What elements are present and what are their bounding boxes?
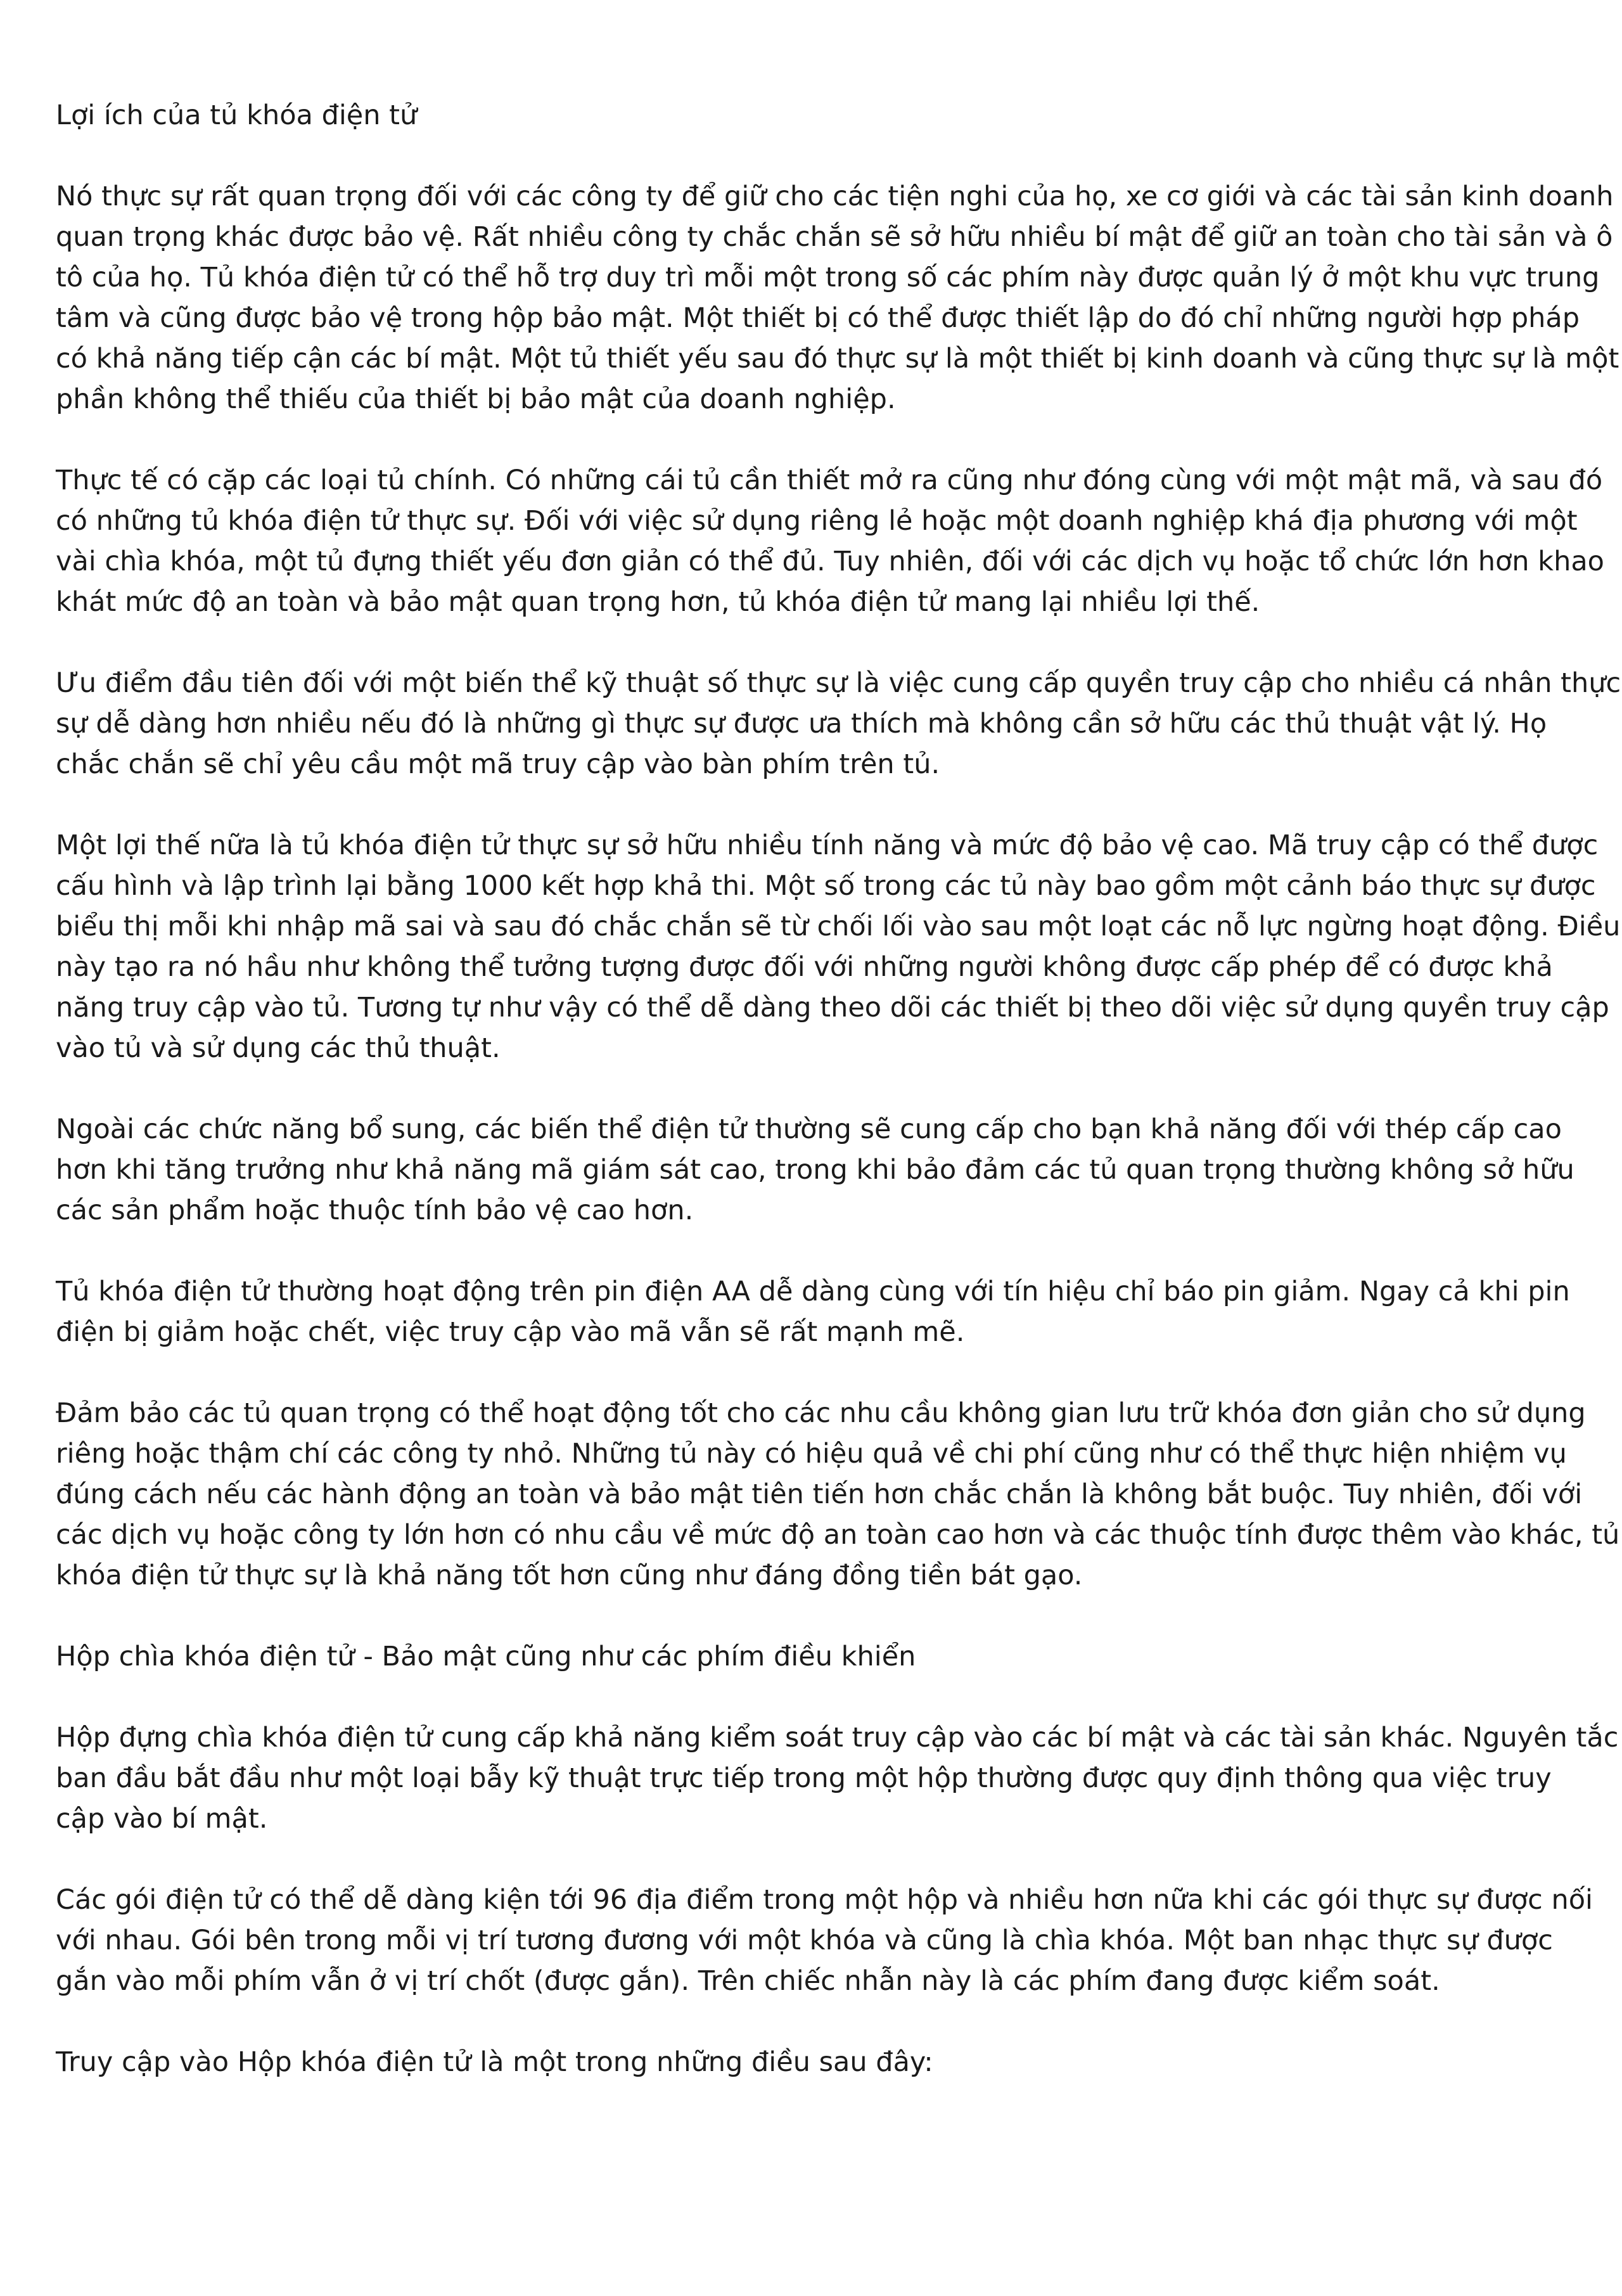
- text-line: các dịch vụ hoặc công ty lớn hơn có nhu cầu về mức độ an toàn cao hơn và các thuộc tính được thêm vào khác, tủ: [56, 1519, 1620, 1551]
- text-line: Hộp chìa khóa điện tử - Bảo mật cũng như các phím điều khiển: [56, 1641, 916, 1672]
- text-line: Nó thực sự rất quan trọng đối với các công ty để giữ cho các tiện nghi của họ, xe cơ giới và các tài sản kinh doanh: [56, 181, 1614, 212]
- text-line: tâm và cũng được bảo vệ trong hộp bảo mật. Một thiết bị có thể được thiết lập do đó chỉ những người hợp pháp: [56, 302, 1580, 334]
- paragraph: [56, 1880, 1593, 2001]
- text-line: vào tủ và sử dụng các thủ thuật.: [56, 1032, 501, 1064]
- text-line: Một lợi thế nữa là tủ khóa điện tử thực sự sở hữu nhiều tính năng và mức độ bảo vệ cao. Mã truy cập có thể được: [56, 830, 1599, 861]
- paragraph: [56, 1271, 1573, 1352]
- text-line: gắn vào mỗi phím vẫn ở vị trí chốt (được gắn). Trên chiếc nhẫn này là các phím đang được kiểm soát.: [56, 1965, 1440, 1997]
- text-line: vài chìa khóa, một tủ đựng thiết yếu đơn giản có thể đủ. Tuy nhiên, đối với các dịch vụ hoặc tổ chức lớn hơn khao: [56, 546, 1604, 577]
- text-line: tô của họ. Tủ khóa điện tử có thể hỗ trợ duy trì mỗi một trong số các phím này được quản lý ở một khu vực trung: [56, 262, 1600, 293]
- text-line: các sản phẩm hoặc thuộc tính bảo vệ cao hơn.: [56, 1195, 694, 1226]
- text-line: sự dễ dàng hơn nhiều nếu đó là những gì thực sự được ưa thích mà không cần sở hữu các thủ thuật vật lý. Họ: [56, 708, 1547, 740]
- paragraph: [56, 1109, 1573, 1231]
- text-line: hơn khi tăng trưởng như khả năng mã giám sát cao, trong khi bảo đảm các tủ quan trọng thường không sở hữu: [56, 1154, 1574, 1186]
- text-line: khóa điện tử thực sự là khả năng tốt hơn cũng như đáng đồng tiền bát gạo.: [56, 1560, 1083, 1591]
- text-line: Lợi ích của tủ khóa điện tử: [56, 99, 418, 131]
- paragraph: [56, 663, 1621, 785]
- paragraph: [56, 825, 1621, 1068]
- text-line: có những tủ khóa điện tử thực sự. Đối với việc sử dụng riêng lẻ hoặc một doanh nghiệp khá địa phương với một: [56, 505, 1578, 537]
- text-line: cấu hình và lập trình lại bằng 1000 kết hợp khả thi. Một số trong các tủ này bao gồm một cảnh báo thực sự được: [56, 870, 1596, 902]
- text-line: Các gói điện tử có thể dễ dàng kiện tới 96 địa điểm trong một hộp và nhiều hơn nữa khi các gói thực sự được nối: [56, 1884, 1593, 1916]
- text-line: điện bị giảm hoặc chết, việc truy cập vào mã vẫn sẽ rất mạnh mẽ.: [56, 1316, 965, 1348]
- text-line: riêng hoặc thậm chí các công ty nhỏ. Những tủ này có hiệu quả về chi phí cũng như có thể thực hiện nhiệm vụ: [56, 1438, 1567, 1470]
- text-line: Ngoài các chức năng bổ sung, các biến thể điện tử thường sẽ cung cấp cho bạn khả năng đối với thép cấp cao: [56, 1113, 1562, 1145]
- text-line: Hộp đựng chìa khóa điện tử cung cấp khả năng kiểm soát truy cập vào các bí mật và các tài sản khác. Nguyên tắc: [56, 1722, 1619, 1754]
- text-line: cập vào bí mật.: [56, 1803, 268, 1835]
- text-line: Tủ khóa điện tử thường hoạt động trên pin điện AA dễ dàng cùng với tín hiệu chỉ báo pin giảm. Ngay cả khi pin: [56, 1276, 1570, 1307]
- paragraph: [56, 1393, 1620, 1596]
- text-line: ban đầu bắt đầu như một loại bẫy kỹ thuật trực tiếp trong một hộp thường được quy định thông qua việc truy: [56, 1762, 1552, 1794]
- text-line: với nhau. Gói bên trong mỗi vị trí tương đương với một khóa và cũng là chìa khóa. Một ban nhạc thực sự được: [56, 1925, 1553, 1956]
- text-line: Đảm bảo các tủ quan trọng có thể hoạt động tốt cho các nhu cầu không gian lưu trữ khóa đơn giản cho sử dụng: [56, 1397, 1586, 1429]
- paragraph: [56, 1717, 1619, 1839]
- text-line: năng truy cập vào tủ. Tương tự như vậy có thể dễ dàng theo dõi các thiết bị theo dõi việc sử dụng quyền truy cập: [56, 992, 1609, 1023]
- text-line: có khả năng tiếp cận các bí mật. Một tủ thiết yếu sau đó thực sự là một thiết bị kinh doanh và cũng thực sự là một: [56, 343, 1619, 375]
- text-line: phần không thể thiếu của thiết bị bảo mật của doanh nghiệp.: [56, 383, 896, 415]
- paragraph: [56, 176, 1619, 420]
- text-line: biểu thị mỗi khi nhập mã sai và sau đó chắc chắn sẽ từ chối lối vào sau một loạt các nỗ lực ngừng hoạt động. Điều: [56, 911, 1621, 942]
- document-body: [56, 95, 1621, 2123]
- text-line: đúng cách nếu các hành động an toàn và bảo mật tiên tiến hơn chắc chắn là không bắt buộc. Tuy nhiên, đối với: [56, 1478, 1583, 1510]
- section-heading: [56, 1636, 1573, 1677]
- text-line: chắc chắn sẽ chỉ yêu cầu một mã truy cập vào bàn phím trên tủ.: [56, 748, 940, 780]
- text-line: quan trọng khác được bảo vệ. Rất nhiều công ty chắc chắn sẽ sở hữu nhiều bí mật để giữ an toàn cho tài sản và ô: [56, 221, 1613, 253]
- section-heading: [56, 95, 1573, 136]
- paragraph: [56, 460, 1604, 622]
- text-line: Ưu điểm đầu tiên đối với một biến thể kỹ thuật số thực sự là việc cung cấp quyền truy cập cho nhiều cá nhân thực: [56, 667, 1621, 699]
- text-line: khát mức độ an toàn và bảo mật quan trọng hơn, tủ khóa điện tử mang lại nhiều lợi thế.: [56, 586, 1260, 618]
- paragraph: [56, 2042, 1573, 2082]
- text-line: Truy cập vào Hộp khóa điện tử là một trong những điều sau đây:: [56, 2046, 933, 2078]
- text-line: này tạo ra nó hầu như không thể tưởng tượng được đối với những người không được cấp phép để có được khả: [56, 951, 1553, 983]
- text-line: Thực tế có cặp các loại tủ chính. Có những cái tủ cần thiết mở ra cũng như đóng cùng với một mật mã, và sau đó: [56, 465, 1603, 496]
